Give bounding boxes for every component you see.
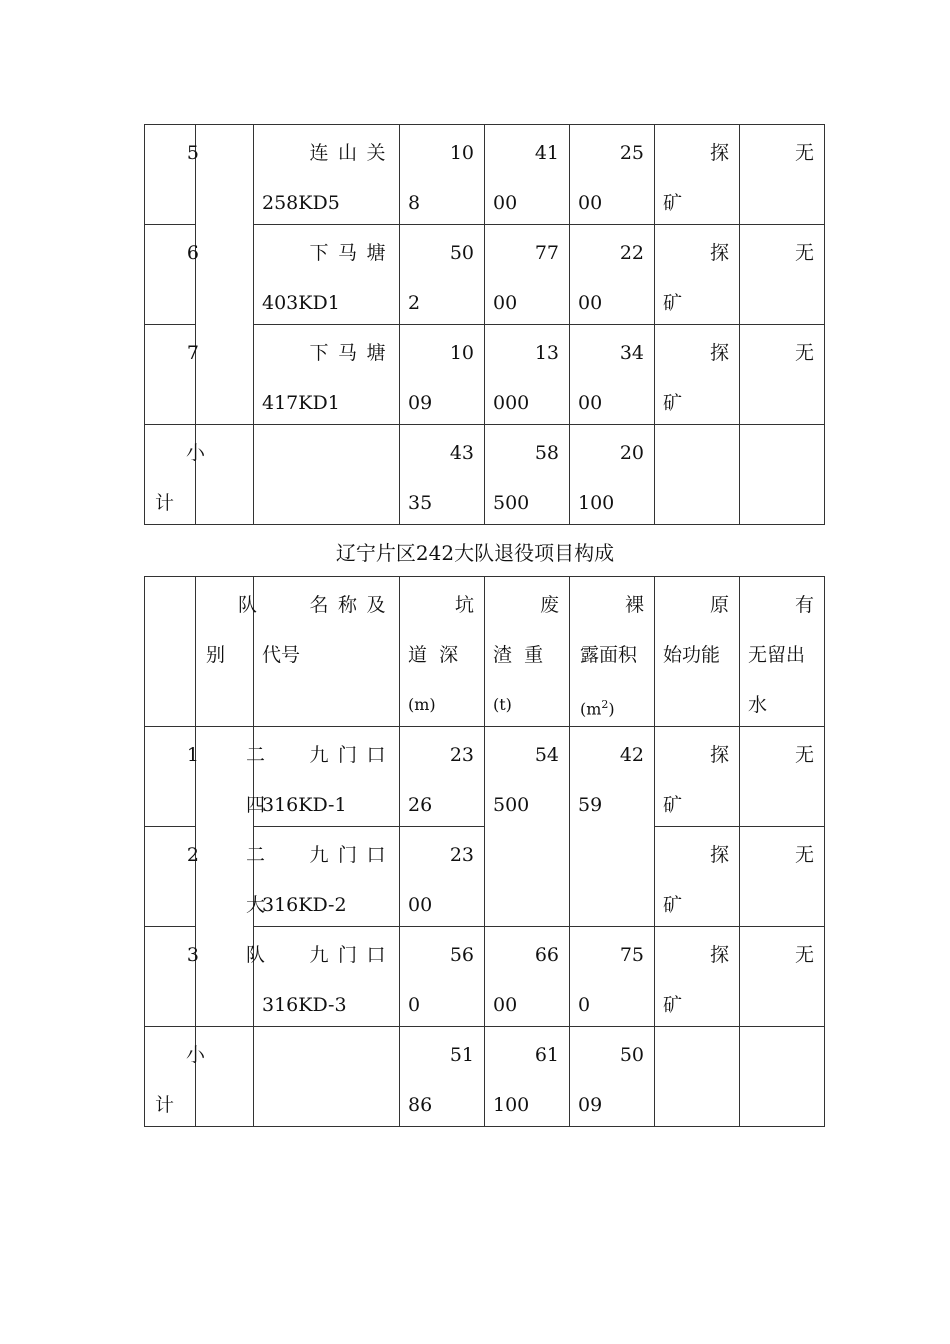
subtotal-waste: 58 [534,442,559,464]
waste-value: 54 [534,744,559,766]
area-value-cont: 00 [578,392,603,414]
row-number: 1 [186,744,199,766]
area-value: 75 [619,944,644,966]
depth-value: 50 [449,242,474,264]
project-name: 九门口 [309,944,395,966]
area-value-cont: 59 [578,794,603,816]
subtotal-label: 小 [185,1044,205,1066]
function-value: 探 [709,342,729,364]
waste-value: 77 [534,242,559,264]
subtotal-area: 20 [619,442,644,464]
header-water: 有 [794,594,814,616]
header-row [145,577,825,727]
subtotal-depth: 51 [449,1044,474,1066]
function-value: 探 [709,844,729,866]
row-number: 6 [186,242,199,264]
project-code: 316KD-2 [262,894,347,916]
area-value-cont: 00 [578,292,603,314]
subtotal-waste: 61 [534,1044,559,1066]
function-value: 探 [709,744,729,766]
header-name: 名称及 [309,594,395,616]
depth-value-cont: 8 [408,192,421,214]
row-number: 2 [186,844,199,866]
waste-value-cont: 00 [493,994,518,1016]
waste-value-cont: 000 [493,392,530,414]
project-code: 258KD5 [262,192,340,214]
subtotal-waste-cont: 100 [493,1094,530,1116]
depth-value: 56 [449,944,474,966]
table-row [145,727,825,827]
row-number: 3 [186,944,199,966]
table-title: 辽宁片区242大队退役项目构成 [335,541,615,565]
row-number: 7 [186,342,199,364]
subtotal-label: 小 [185,442,205,464]
function-value-cont: 矿 [663,192,683,214]
team-cell-merged [196,125,254,425]
subtotal-area-cont: 09 [578,1094,603,1116]
depth-value-cont: 00 [408,894,433,916]
function-value: 探 [709,142,729,164]
area-value-cont: 00 [578,192,603,214]
project-name: 下马塘 [309,242,395,264]
depth-value-cont: 26 [408,794,433,816]
table-team-258 [144,124,825,525]
depth-value-cont: 09 [408,392,433,414]
water-value: 无 [794,242,814,264]
subtotal-area-cont: 100 [578,492,615,514]
depth-value: 23 [449,844,474,866]
header-depth: 坑 [454,594,474,616]
area-value: 42 [619,744,644,766]
water-value: 无 [794,844,814,866]
depth-value: 23 [449,744,474,766]
header-function: 原 [709,594,729,616]
header-function-cont: 始功能 [663,644,721,666]
header-depth-cont: 道 深 [408,644,459,666]
header-area: 裸 [624,594,644,616]
table-team-242 [144,576,825,1127]
waste-value: 13 [534,342,559,364]
function-value-cont: 矿 [663,794,683,816]
waste-value: 41 [534,142,559,164]
subtotal-waste-cont: 500 [493,492,530,514]
area-value-cont: 0 [578,994,591,1016]
subtotal-row [145,1027,825,1127]
team-char: 大 [246,894,266,916]
table-row [145,125,825,225]
team-char: 二 [246,744,266,766]
header-team-cont: 别 [206,644,226,666]
team-cell-merged [196,727,266,1027]
area-value: 25 [619,142,644,164]
project-code: 403KD1 [262,292,340,314]
project-code: 316KD-1 [262,794,347,816]
header-team: 队 [237,594,257,616]
waste-value-cont: 00 [493,192,518,214]
subtotal-depth-cont: 86 [408,1094,433,1116]
project-name: 九门口 [309,744,395,766]
header-waste-unit: (t) [493,695,512,714]
project-name: 九门口 [309,844,395,866]
header-water-cont: 无留出 [748,644,806,666]
subtotal-row [145,425,825,525]
row-number: 5 [186,142,199,164]
subtotal-label-cont: 计 [155,492,175,514]
function-value-cont: 矿 [663,894,683,916]
header-waste: 废 [539,594,559,616]
waste-value-cont: 00 [493,292,518,314]
function-value-cont: 矿 [663,392,683,414]
header-waste-cont: 渣 重 [493,644,544,666]
subtotal-label-cont: 计 [155,1094,175,1116]
header-depth-unit: (m) [408,695,436,714]
subtotal-depth-cont: 35 [408,492,433,514]
depth-value-cont: 0 [408,994,421,1016]
water-value: 无 [794,342,814,364]
header-area-unit: $(m^2)$ [580,698,615,719]
area-value: 34 [619,342,644,364]
function-value: 探 [709,944,729,966]
function-value: 探 [709,242,729,264]
water-value: 无 [794,744,814,766]
header-water-cont2: 水 [748,694,768,716]
header-name-cont: 代号 [262,644,301,666]
project-code: 316KD-3 [262,994,347,1016]
project-code: 417KD1 [262,392,340,414]
subtotal-area: 50 [619,1044,644,1066]
team-char: 四 [246,794,266,816]
header-area-cont: 露面积 [580,644,638,666]
area-value: 22 [619,242,644,264]
function-value-cont: 矿 [663,292,683,314]
depth-value: 10 [449,342,474,364]
function-value-cont: 矿 [663,994,683,1016]
waste-value-cont: 500 [493,794,530,816]
depth-value: 10 [449,142,474,164]
project-name: 连山关 [309,142,395,164]
water-value: 无 [794,944,814,966]
subtotal-depth: 43 [449,442,474,464]
team-char: 二 [246,844,266,866]
waste-value: 66 [534,944,559,966]
water-value: 无 [794,142,814,164]
project-name: 下马塘 [309,342,395,364]
team-char: 队 [246,944,266,966]
depth-value-cont: 2 [408,292,421,314]
